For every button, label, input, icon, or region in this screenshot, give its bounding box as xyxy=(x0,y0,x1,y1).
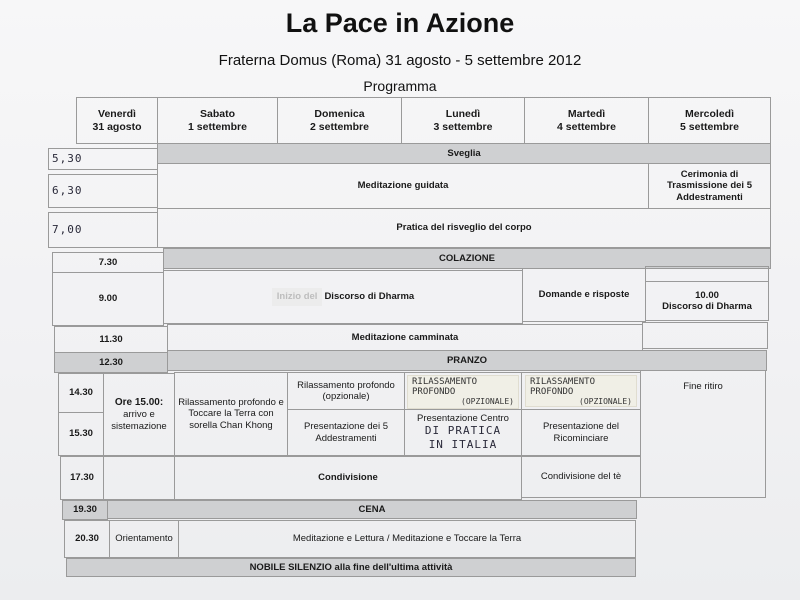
lunedi-presentazione: Presentazione Centro DI PRATICA IN ITALIA xyxy=(404,409,522,456)
header-lunedi: Lunedì 3 settembre xyxy=(401,97,525,144)
header-mercoledi: Mercoledì 5 settembre xyxy=(648,97,771,144)
header-domenica: Domenica 2 settembre xyxy=(277,97,402,144)
sabato-rilassamento: Rilassamento profondo e Toccare la Terra con sorella Chan Khong xyxy=(174,372,288,456)
domenica-rilassamento: Rilassamento profondo (opzionale) xyxy=(287,372,405,410)
row-domande-risposte: Domande e risposte xyxy=(522,268,646,322)
mercoledi-empty-top xyxy=(645,266,769,282)
martedi-rilassamento xyxy=(521,372,641,410)
row-meditazione-camminata: Meditazione camminata xyxy=(167,324,643,351)
venerdi-orientamento: Orientamento xyxy=(109,520,179,558)
time-1430: 14.30 xyxy=(58,373,104,413)
header-venerdi: Venerdì 31 agosto xyxy=(76,97,158,144)
programma-heading: Programma xyxy=(363,78,437,94)
time-1530: 15.30 xyxy=(58,412,104,456)
header-martedi: Martedì 4 settembre xyxy=(524,97,649,144)
time-1230: 12.30 xyxy=(54,352,168,373)
time-900: 9.00 xyxy=(52,272,164,326)
row-nobile-silenzio: NOBILE SILENZIO alla fine dell'ultima attività xyxy=(66,558,636,577)
document-subtitle: Fraterna Domus (Roma) 31 agosto - 5 settembre 2012 xyxy=(218,52,582,69)
time-530: 5,30 xyxy=(48,148,158,170)
time-730: 7.30 xyxy=(52,252,164,273)
row-discorso-dharma: Inizio del Discorso di Dharma xyxy=(163,270,523,324)
lunedi-rilassamento xyxy=(404,372,522,410)
time-630: 6,30 xyxy=(48,174,158,208)
time-700: 7,00 xyxy=(48,212,158,248)
row-sveglia: Sveglia xyxy=(157,143,771,164)
venerdi-empty-condivisione xyxy=(103,456,175,500)
header-sabato: Sabato 1 settembre xyxy=(157,97,278,144)
time-1730: 17.30 xyxy=(60,456,104,500)
martedi-presentazione: Presentazione del Ricominciare xyxy=(521,409,641,456)
row-colazione: COLAZIONE xyxy=(163,248,771,269)
time-2030: 20.30 xyxy=(64,520,110,558)
venerdi-arrivo: Ore 15.00: arrivo e sistemazione xyxy=(103,373,175,456)
row-pranzo: PRANZO xyxy=(167,350,767,371)
mercoledi-empty-camminata xyxy=(642,322,768,349)
row-cena: CENA xyxy=(107,500,637,519)
lunedi-rilassamento-sticker: RILASSAMENTO PROFONDO (OPZIONALE) xyxy=(407,375,519,409)
time-1130: 11.30 xyxy=(54,326,168,353)
row-meditazione-lettura: Meditazione e Lettura / Meditazione e Toccare la Terra xyxy=(178,520,636,558)
row-condivisione: Condivisione xyxy=(174,456,522,500)
martedi-condivisione-te: Condivisione del tè xyxy=(521,456,641,498)
document-title: La Pace in Azione xyxy=(285,8,515,38)
row-pratica-risveglio: Pratica del risveglio del corpo xyxy=(157,208,771,248)
domenica-presentazione: Presentazione dei 5 Addestramenti xyxy=(287,409,405,456)
time-1930: 19.30 xyxy=(62,500,108,520)
row-cerimonia: Cerimonia di Trasmissione dei 5 Addestramenti xyxy=(648,163,771,209)
martedi-rilassamento-sticker: RILASSAMENTO PROFONDO (OPZIONALE) xyxy=(525,375,637,407)
mercoledi-fine-ritiro: Fine ritiro xyxy=(640,370,766,498)
row-mercoledi-discorso: 10.00 Discorso di Dharma xyxy=(645,281,769,321)
row-meditazione-guidata: Meditazione guidata xyxy=(157,163,649,209)
